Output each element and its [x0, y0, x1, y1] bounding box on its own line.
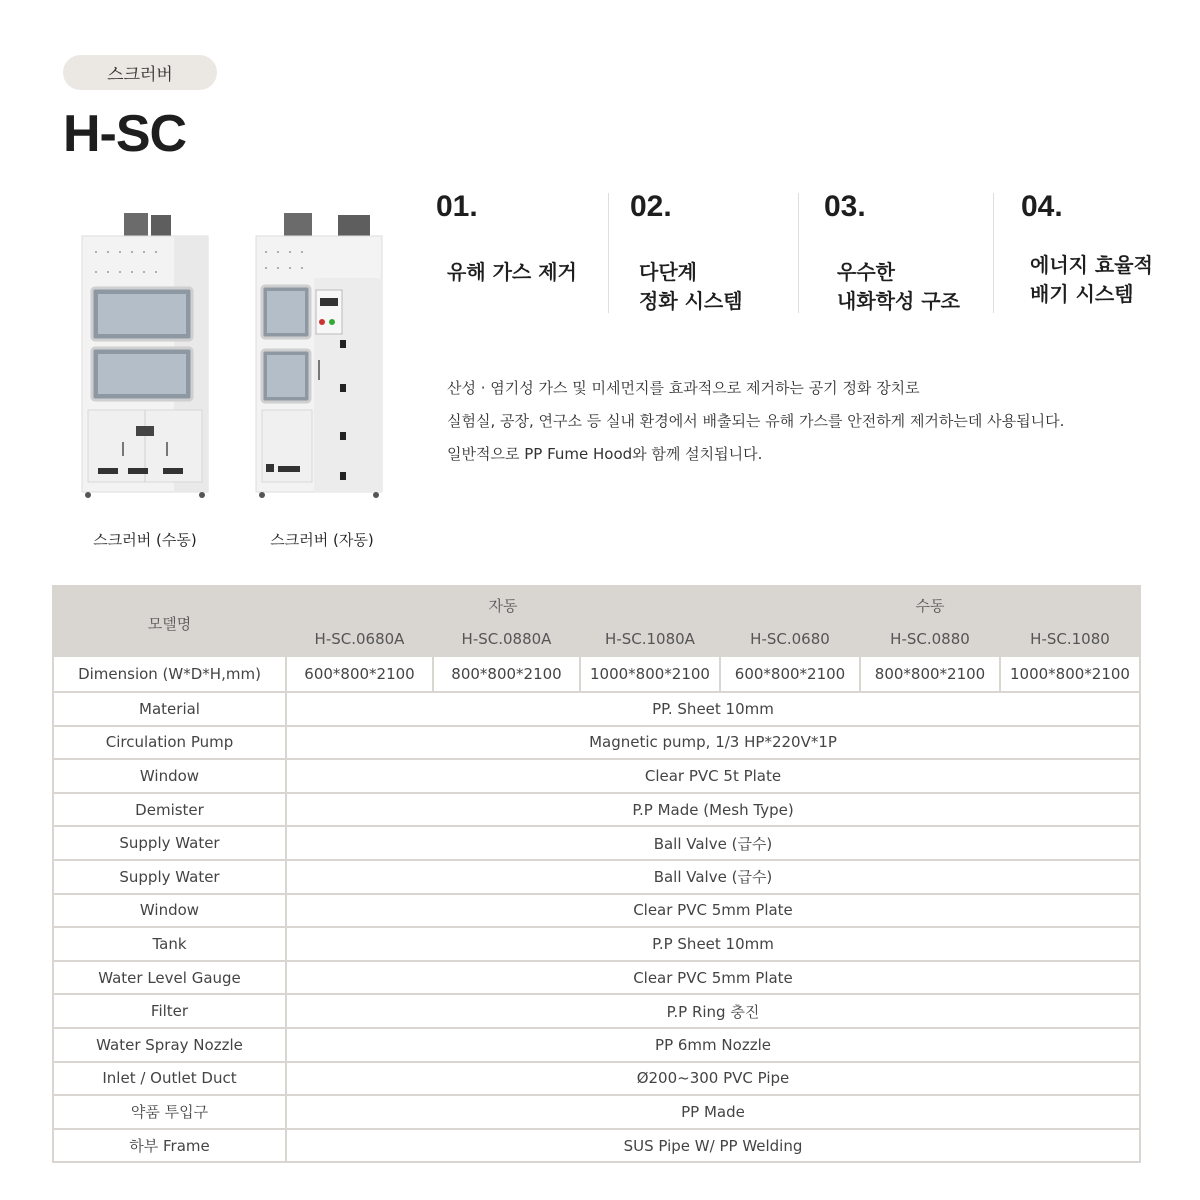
table-header-group-row [53, 586, 1140, 621]
table-row [53, 961, 1140, 995]
feature-02 [630, 190, 672, 224]
row-label: Material [53, 692, 286, 726]
row-value: Clear PVC 5mm Plate [286, 894, 1140, 928]
row-label: Demister [53, 793, 286, 827]
dimension-value: 1000*800*2100 [1000, 656, 1140, 692]
row-value: Ball Valve (급수) [286, 860, 1140, 894]
row-label: Filter [53, 994, 286, 1028]
table-row [53, 1095, 1140, 1129]
row-label: Water Level Gauge [53, 961, 286, 995]
row-label: Window [53, 759, 286, 793]
row-value: P.P Sheet 10mm [286, 927, 1140, 961]
category-badge: 스크러버 [63, 55, 217, 90]
description-line: 산성 · 염기성 가스 및 미세먼지를 효과적으로 제거하는 공기 정화 장치로 [447, 379, 920, 397]
row-value: P.P Made (Mesh Type) [286, 793, 1140, 827]
row-label: Circulation Pump [53, 726, 286, 760]
feature-number: 01. [436, 190, 478, 223]
row-value: PP Made [286, 1095, 1140, 1129]
table-row [53, 1129, 1140, 1163]
feature-label: 에너지 효율적 배기 시스템 [1030, 253, 1153, 306]
model-name: H-SC.1080A [580, 621, 720, 656]
scrubber-auto-image [252, 210, 387, 500]
feature-label: 유해 가스 제거 [447, 260, 577, 284]
scrubber-manual-image [78, 210, 213, 500]
group-header-auto: 자동 [286, 586, 720, 621]
product-description [447, 372, 1064, 471]
table-row [53, 894, 1140, 928]
row-value: Ø200~300 PVC Pipe [286, 1062, 1140, 1096]
model-name: H-SC.0880A [433, 621, 580, 656]
row-label: Inlet / Outlet Duct [53, 1062, 286, 1096]
table-row [53, 726, 1140, 760]
row-label: 하부 Frame [53, 1129, 286, 1163]
table-row [53, 759, 1140, 793]
feature-number: 02. [630, 190, 672, 223]
divider [798, 193, 799, 313]
dimension-value: 800*800*2100 [860, 656, 1000, 692]
table-row [53, 927, 1140, 961]
table-row [53, 994, 1140, 1028]
product-caption-auto: 스크러버 (자동) [270, 531, 374, 549]
dimension-value: 800*800*2100 [433, 656, 580, 692]
dimension-value: 600*800*2100 [720, 656, 860, 692]
feature-label: 우수한 내화학성 구조 [837, 260, 960, 313]
row-value: Ball Valve (급수) [286, 826, 1140, 860]
divider [608, 193, 609, 313]
spec-table [52, 585, 1141, 1163]
row-label: Water Spray Nozzle [53, 1028, 286, 1062]
table-row [53, 1062, 1140, 1096]
row-value: Clear PVC 5mm Plate [286, 961, 1140, 995]
row-label: Supply Water [53, 860, 286, 894]
table-row [53, 826, 1140, 860]
description-line: 실험실, 공장, 연구소 등 실내 환경에서 배출되는 유해 가스를 안전하게 제거하는데 사용됩니다. [447, 412, 1065, 430]
model-name: H-SC.0880 [860, 621, 1000, 656]
row-value: PP. Sheet 10mm [286, 692, 1140, 726]
feature-03 [824, 190, 866, 224]
group-header-manual: 수동 [720, 586, 1140, 621]
row-value: SUS Pipe W/ PP Welding [286, 1129, 1140, 1163]
table-row [53, 656, 1140, 692]
table-row [53, 692, 1140, 726]
feature-01 [436, 190, 478, 224]
row-value: PP 6mm Nozzle [286, 1028, 1140, 1062]
row-value: Clear PVC 5t Plate [286, 759, 1140, 793]
row-label: Supply Water [53, 826, 286, 860]
row-label: Window [53, 894, 286, 928]
row-label: Dimension (W*D*H,mm) [53, 656, 286, 692]
model-name: H-SC.0680 [720, 621, 860, 656]
model-name: H-SC.1080 [1000, 621, 1140, 656]
row-label: 약품 투입구 [53, 1095, 286, 1129]
feature-number: 03. [824, 190, 866, 223]
product-caption-manual: 스크러버 (수동) [93, 531, 197, 549]
feature-04 [1021, 190, 1063, 224]
table-row [53, 793, 1140, 827]
page-title: H-SC [63, 105, 187, 163]
model-header: 모델명 [53, 586, 286, 656]
feature-label: 다단계 정화 시스템 [639, 260, 743, 313]
row-value: P.P Ring 충진 [286, 994, 1140, 1028]
model-name: H-SC.0680A [286, 621, 433, 656]
row-value: Magnetic pump, 1/3 HP*220V*1P [286, 726, 1140, 760]
table-row [53, 1028, 1140, 1062]
dimension-value: 1000*800*2100 [580, 656, 720, 692]
feature-number: 04. [1021, 190, 1063, 223]
description-line: 일반적으로 PP Fume Hood와 함께 설치됩니다. [447, 445, 763, 463]
row-label: Tank [53, 927, 286, 961]
divider [993, 193, 994, 313]
dimension-value: 600*800*2100 [286, 656, 433, 692]
table-row [53, 860, 1140, 894]
